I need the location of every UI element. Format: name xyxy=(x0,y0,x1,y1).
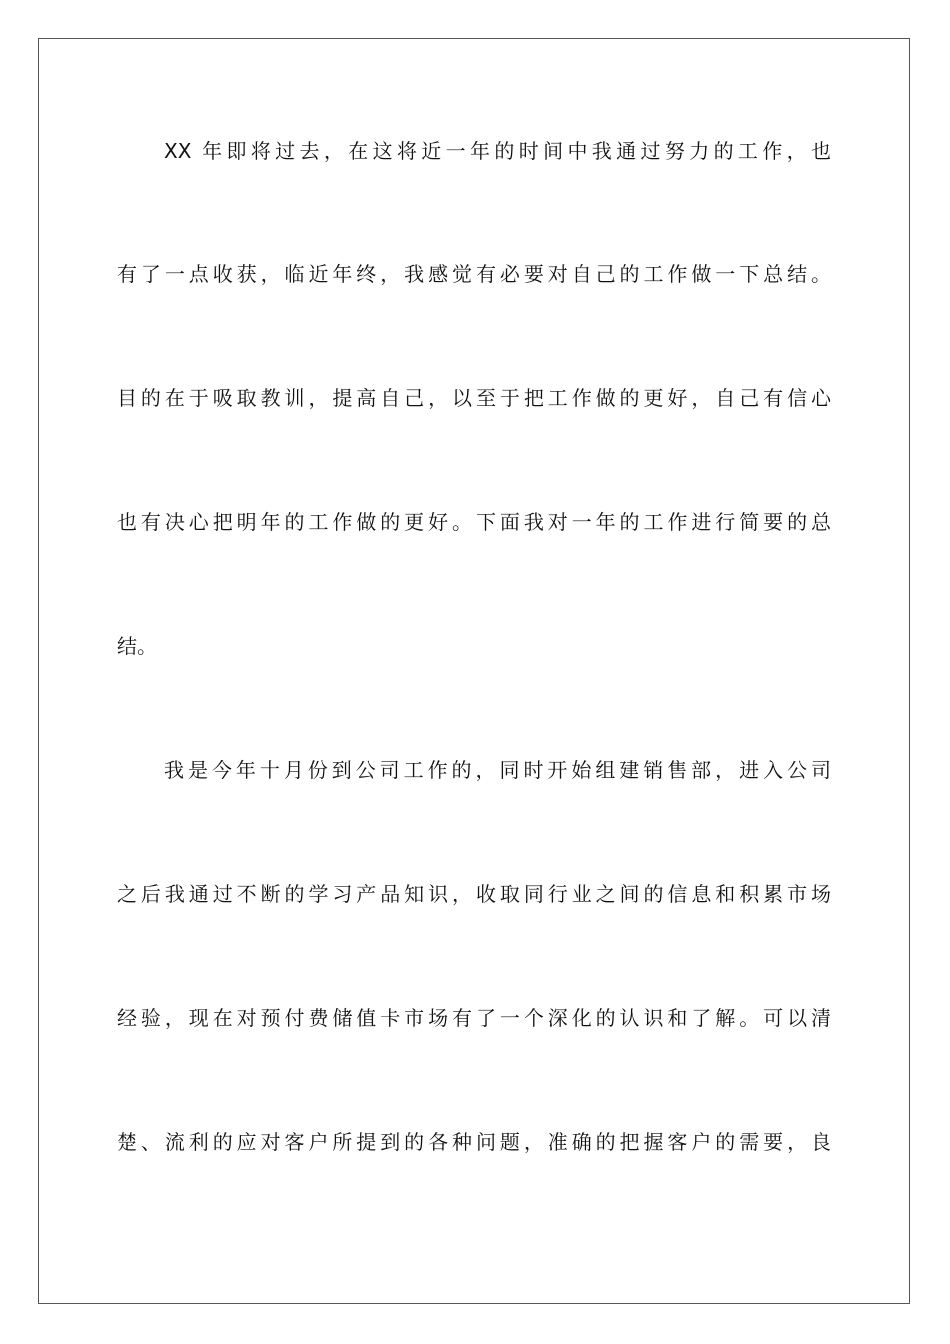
paragraph-line: 经验，现在对预付费储值卡市场有了一个深化的认识和了解。可以清 xyxy=(117,1006,831,1030)
paragraph-line: XX 年即将过去，在这将近一年的时间中我通过努力的工作，也 xyxy=(164,139,831,163)
paragraph-line: 有了一点收获，临近年终，我感觉有必要对自己的工作做一下总结。 xyxy=(117,262,831,286)
paragraph-line: 楚、流利的应对客户所提到的各种问题，准确的把握客户的需要，良 xyxy=(117,1130,831,1154)
paragraph-line: 也有决心把明年的工作做的更好。下面我对一年的工作进行简要的总 xyxy=(117,510,831,534)
paragraph-line: 我是今年十月份到公司工作的，同时开始组建销售部，进入公司 xyxy=(164,758,831,782)
paragraph-line: 结。 xyxy=(117,634,157,658)
page-border xyxy=(38,38,910,1304)
paragraph-line: 之后我通过不断的学习产品知识，收取同行业之间的信息和积累市场 xyxy=(117,882,831,906)
paragraph-line: 目的在于吸取教训，提高自己，以至于把工作做的更好，自己有信心 xyxy=(117,386,831,410)
